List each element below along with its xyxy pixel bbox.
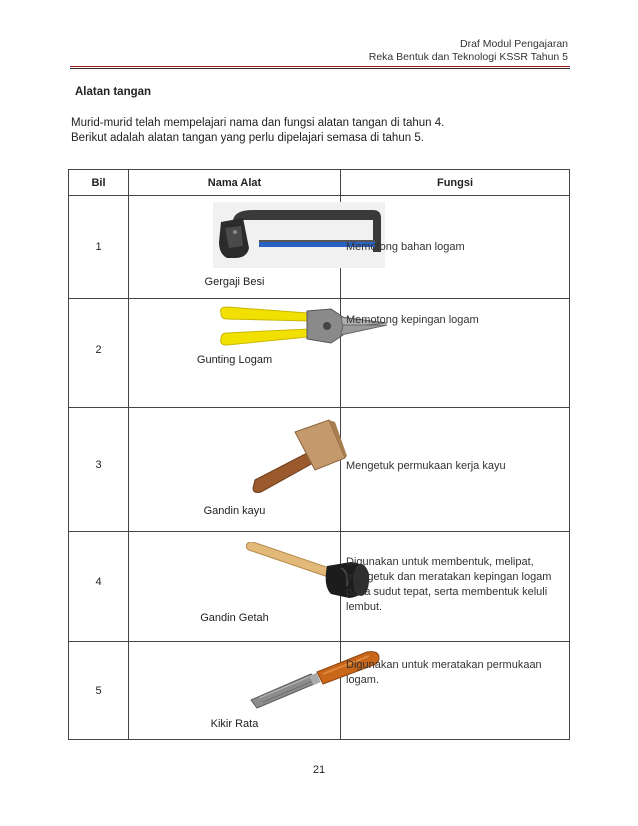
header-line-2: Reka Bentuk dan Teknologi KSSR Tahun 5 (368, 51, 568, 63)
bil-cell (69, 532, 129, 642)
table-row (69, 642, 570, 740)
alat-cell (129, 299, 341, 408)
alat-cell (129, 408, 341, 532)
table-row (69, 408, 570, 532)
column-header-bil: Bil (69, 170, 129, 196)
table-header-row (69, 170, 570, 196)
fungsi-text: Memotong bahan logam (346, 241, 465, 253)
header-divider (70, 66, 570, 67)
bil-number: 1 (95, 241, 102, 253)
column-header-nama-alat: Nama Alat (129, 170, 341, 196)
fungsi-text: Digunakan untuk membentuk, melipat, mengetuk dan meratakan kepingan logam pada sudut tepat, serta membentuk keluli lembut. (346, 556, 552, 613)
tools-table (68, 169, 570, 740)
fungsi-cell (341, 196, 570, 299)
bil-number: 3 (95, 459, 102, 471)
intro-line-2: Berikut adalah alatan tangan yang perlu dipelajari semasa di tahun 5. (71, 132, 424, 144)
alat-name: Gunting Logam (196, 354, 273, 366)
bil-cell (69, 196, 129, 299)
column-header-fungsi: Fungsi (341, 170, 570, 196)
fungsi-text: Digunakan untuk meratakan permukaan logam. (346, 659, 542, 686)
wooden-mallet-icon (249, 418, 347, 500)
alat-cell (129, 532, 341, 642)
bil-cell (69, 299, 129, 408)
bil-number: 2 (95, 344, 102, 356)
bil-cell (69, 408, 129, 532)
header-divider-secondary (70, 68, 570, 69)
intro-line-1: Murid-murid telah mempelajari nama dan fungsi alatan tangan di tahun 4. (71, 117, 445, 129)
bil-number: 4 (95, 576, 102, 588)
fungsi-cell (341, 299, 570, 408)
alat-name: Kikir Rata (210, 718, 259, 730)
fungsi-cell (341, 408, 570, 532)
table-row (69, 299, 570, 408)
alat-cell (129, 642, 341, 740)
bil-cell (69, 642, 129, 740)
section-title: Alatan tangan (75, 86, 152, 98)
table-row (69, 196, 570, 299)
alat-cell (129, 196, 341, 299)
page-number: 21 (312, 764, 326, 776)
fungsi-text: Mengetuk permukaan kerja kayu (346, 460, 506, 472)
header-line-1: Draf Modul Pengajaran (460, 38, 568, 50)
fungsi-cell (341, 532, 570, 642)
alat-name: Gergaji Besi (204, 276, 265, 288)
alat-name: Gandin kayu (203, 505, 266, 517)
table-row (69, 532, 570, 642)
fungsi-cell (341, 642, 570, 740)
bil-number: 5 (95, 685, 102, 697)
alat-name: Gandin Getah (200, 612, 269, 624)
fungsi-text: Memotong kepingan logam (346, 314, 479, 326)
